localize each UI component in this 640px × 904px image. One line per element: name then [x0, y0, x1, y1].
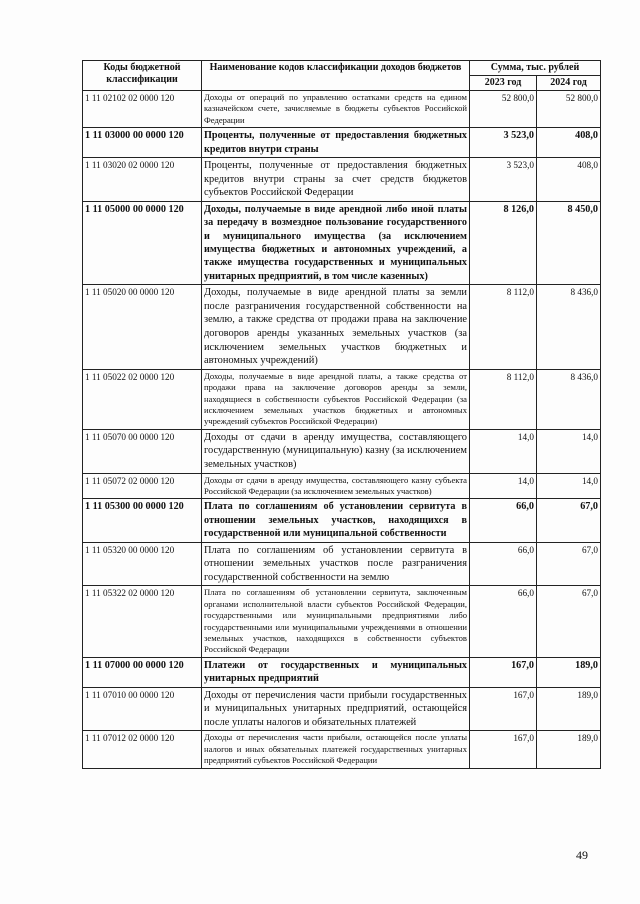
- table-row: [83, 158, 601, 202]
- row-value-2024: 408,0: [537, 128, 601, 158]
- row-value-2024: 8 436,0: [537, 369, 601, 429]
- row-name: Доходы, получаемые в виде арендной платы за земли после разграничения государственной собственности на землю, а также средства от продажи права на заключение договоров аренды указанных земельных участков (за исключением земельных участков бюджетных и автономных учреждений): [202, 285, 470, 370]
- row-value-2024: 14,0: [537, 473, 601, 499]
- row-name: Доходы, получаемые в виде арендной платы, а также средства от продажи права на заключение договоров аренды за земли, находящиеся в собственности субъектов Российской Федерации (за исключением земельных участков бюджетных и автономных учреждений субъектов Российской Федерации): [202, 369, 470, 429]
- row-code: 1 11 03000 00 0000 120: [83, 128, 202, 158]
- row-value-2023: 52 800,0: [470, 91, 537, 128]
- row-code: 1 11 05022 02 0000 120: [83, 369, 202, 429]
- header-name: Наименование кодов классификации доходов бюджетов: [202, 61, 470, 91]
- table-row: [83, 473, 601, 499]
- row-value-2024: 408,0: [537, 158, 601, 202]
- row-value-2024: 8 450,0: [537, 201, 601, 284]
- row-code: 1 11 07012 02 0000 120: [83, 731, 202, 768]
- table-row: [83, 285, 601, 370]
- row-code: 1 11 05072 02 0000 120: [83, 473, 202, 499]
- row-code: 1 11 05070 00 0000 120: [83, 429, 202, 473]
- header-code: Коды бюджетной классификации: [83, 61, 202, 91]
- row-value-2024: 67,0: [537, 542, 601, 586]
- row-value-2024: 189,0: [537, 687, 601, 731]
- row-value-2024: 67,0: [537, 586, 601, 657]
- table-row: [83, 201, 601, 284]
- row-value-2024: 52 800,0: [537, 91, 601, 128]
- table-row: [83, 657, 601, 687]
- row-value-2024: 8 436,0: [537, 285, 601, 370]
- row-name: Платежи от государственных и муниципальных унитарных предприятий: [202, 657, 470, 687]
- row-value-2023: 8 126,0: [470, 201, 537, 284]
- row-value-2023: 66,0: [470, 586, 537, 657]
- table-row: [83, 731, 601, 768]
- table-row: [83, 499, 601, 542]
- row-code: 1 11 05320 00 0000 120: [83, 542, 202, 586]
- row-value-2023: 66,0: [470, 542, 537, 586]
- row-name: Плата по соглашениям об установлении сервитута, заключенным органами исполнительной власти субъектов Российской Федерации, государственными или муниципальными предприятиями либо государственными или муниципальными учреждениями в отношении земельных участков, находящихся в собственности субъектов Российской Федерации: [202, 586, 470, 657]
- row-code: 1 11 07000 00 0000 120: [83, 657, 202, 687]
- row-name: Плата по соглашениям об установлении сервитута в отношении земельных участков после разграничения государственной собственности на землю: [202, 542, 470, 586]
- row-value-2024: 189,0: [537, 731, 601, 768]
- budget-revenue-table: [82, 60, 601, 769]
- row-value-2023: 167,0: [470, 657, 537, 687]
- table-row: [83, 91, 601, 128]
- row-value-2024: 67,0: [537, 499, 601, 542]
- table-header: [83, 61, 601, 91]
- row-value-2023: 14,0: [470, 473, 537, 499]
- row-code: 1 11 05300 00 0000 120: [83, 499, 202, 542]
- row-value-2023: 66,0: [470, 499, 537, 542]
- row-name: Доходы от сдачи в аренду имущества, составляющего государственную (муниципальную) казну (за исключением земельных участков): [202, 429, 470, 473]
- header-sum: Сумма, тыс. рублей: [470, 61, 601, 76]
- page-number: 49: [576, 848, 588, 862]
- row-name: Доходы от операций по управлению остатками средств на едином казначейском счете, зачисляемые в бюджеты субъектов Российской Федерации: [202, 91, 470, 128]
- row-name: Доходы от перечисления части прибыли, остающейся после уплаты налогов и иных обязательных платежей государственных унитарных предприятий субъектов Российской Федерации: [202, 731, 470, 768]
- row-value-2023: 14,0: [470, 429, 537, 473]
- table-row: [83, 687, 601, 731]
- row-value-2023: 167,0: [470, 687, 537, 731]
- row-value-2023: 8 112,0: [470, 369, 537, 429]
- row-name: Плата по соглашениям об установлении сервитута в отношении земельных участков, находящихся в государственной или муниципальной собственности: [202, 499, 470, 542]
- table-row: [83, 429, 601, 473]
- row-code: 1 11 03020 02 0000 120: [83, 158, 202, 202]
- row-code: 1 11 05322 02 0000 120: [83, 586, 202, 657]
- table-row: [83, 128, 601, 158]
- table-row: [83, 369, 601, 429]
- row-value-2023: 3 523,0: [470, 128, 537, 158]
- table-row: [83, 586, 601, 657]
- row-value-2024: 189,0: [537, 657, 601, 687]
- row-value-2023: 167,0: [470, 731, 537, 768]
- row-value-2024: 14,0: [537, 429, 601, 473]
- row-code: 1 11 07010 00 0000 120: [83, 687, 202, 731]
- row-name: Доходы от перечисления части прибыли государственных и муниципальных унитарных предприятий, остающейся после уплаты налогов и обязательных платежей: [202, 687, 470, 731]
- header-year-2023: 2023 год: [470, 76, 537, 91]
- row-code: 1 11 05000 00 0000 120: [83, 201, 202, 284]
- table-row: [83, 542, 601, 586]
- row-code: 1 11 05020 00 0000 120: [83, 285, 202, 370]
- row-code: 1 11 02102 02 0000 120: [83, 91, 202, 128]
- row-name: Проценты, полученные от предоставления бюджетных кредитов внутри страны: [202, 128, 470, 158]
- row-value-2023: 8 112,0: [470, 285, 537, 370]
- header-year-2024: 2024 год: [537, 76, 601, 91]
- row-name: Доходы, получаемые в виде арендной либо иной платы за передачу в возмездное пользование государственного и муниципального имущества (за исключением имущества бюджетных и автономных учреждений, а также имущества государственных и муниципальных унитарных предприятий, в том числе казенных): [202, 201, 470, 284]
- row-value-2023: 3 523,0: [470, 158, 537, 202]
- row-name: Проценты, полученные от предоставления бюджетных кредитов внутри страны за счет средств бюджетов субъектов Российской Федерации: [202, 158, 470, 202]
- row-name: Доходы от сдачи в аренду имущества, составляющего казну субъекта Российской Федерации (за исключением земельных участков): [202, 473, 470, 499]
